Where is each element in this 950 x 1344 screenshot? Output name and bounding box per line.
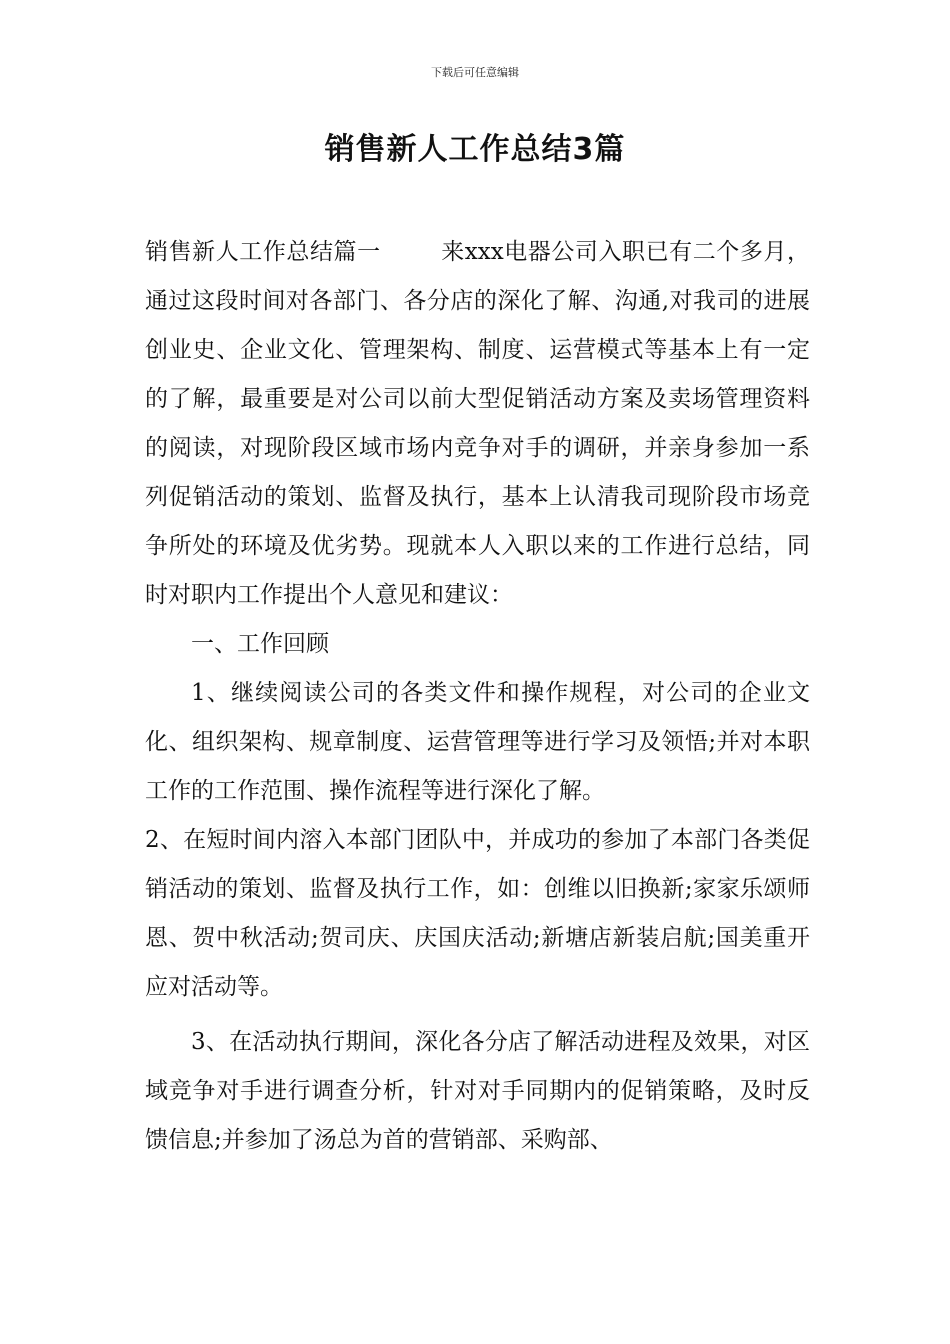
review-item-3: 3、在活动执行期间，深化各分店了解活动进程及效果，对区域竞争对手进行调查分析，针对对手同期内的促销策略，及时反馈信息;并参加了汤总为首的营销部、采购部、 [145,1029,810,1153]
review-item-2: 2、在短时间内溶入本部门团队中，并成功的参加了本部门各类促销活动的策划、监督及执行工作，如：创维以旧换新;家家乐颂师恩、贺中秋活动;贺司庆、庆国庆活动;新塘店新装启航;国美重开应对活动等。 [145,827,810,1000]
intro-paragraph [145,228,810,620]
section-lead: 销售新人工作总结篇一 [145,239,381,265]
document-title: 销售新人工作总结3篇 [324,132,626,167]
intro-text: 来xxx电器公司入职已有二个多月，通过这段时间对各部门、各分店的深化了解、沟通,对我司的进展创业史、企业文化、管理架构、制度、运营模式等基本上有一定的了解，最重要是对公司以前大型促销活动方案及卖场管理资料的阅读，对现阶段区域市场内竞争对手的调研，并亲身参加一系列促销活动的策划、监督及执行，基本上认清我司现阶段市场竞争所处的环境及优劣势。现就本人入职以来的工作进行总结，同时对职内工作提出个人意见和建议： [145,239,811,608]
review-item-1: 1、继续阅读公司的各类文件和操作规程，对公司的企业文化、组织架构、规章制度、运营管理等进行学习及领悟;并对本职工作的工作范围、操作流程等进行深化了解。 [145,680,810,804]
page-header-note: 下载后可任意编辑 [431,66,519,79]
document-body [145,228,810,1165]
section-heading-work-review: 一、工作回顾 [191,631,329,657]
